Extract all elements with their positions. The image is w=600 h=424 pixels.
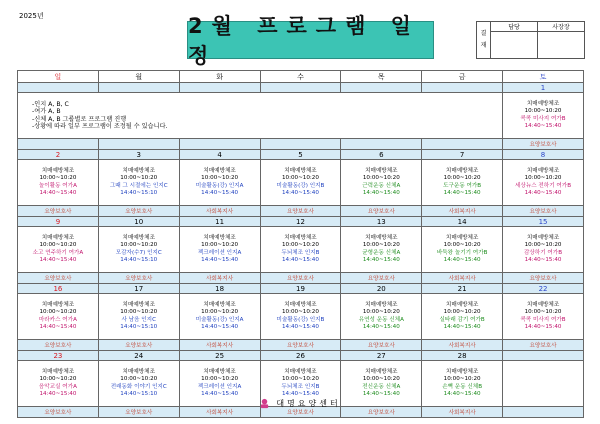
staff-row <box>18 206 584 217</box>
staff-cell: 사회복지사 <box>179 340 260 351</box>
activity-line: 10:00~10:20 <box>201 242 239 248</box>
activity-line: 콕콕 미사지 여가B <box>520 115 566 122</box>
activity-line: 마라카스 여가A <box>38 316 77 323</box>
staff-cell: 요양보호사 <box>18 273 99 284</box>
staff-cell: 사회복지사 <box>422 206 503 217</box>
activity-line: 10:00~10:20 <box>201 175 239 181</box>
activity-line: 14:40~15:10 <box>120 190 158 196</box>
date-cell <box>260 83 341 93</box>
note-line: -여가 A, B <box>32 108 61 115</box>
staff-cell: 요양보호사 <box>18 407 99 418</box>
date-cell: 5 <box>260 150 341 160</box>
activity-line: 14:40~15:40 <box>362 190 400 196</box>
staff-cell: 요양보호사 <box>503 139 584 150</box>
activity-line: 14:40~15:10 <box>120 391 158 397</box>
activity-cell[interactable] <box>503 294 584 340</box>
activity-line: 10:00~10:20 <box>524 242 562 248</box>
staff-cell: 사회복지사 <box>422 340 503 351</box>
staff-cell <box>260 139 341 150</box>
activity-line: 14:40~15:40 <box>201 257 239 263</box>
staff-cell: 요양보호사 <box>341 340 422 351</box>
note-line: -인지 A, B, C <box>32 100 69 108</box>
activity-line: 젝크레이션 인지A <box>197 249 242 256</box>
activity-line: 14:40~15:40 <box>201 324 239 330</box>
activity-line: 10:00~10:20 <box>443 175 481 181</box>
date-row <box>18 284 584 294</box>
activity-line: 10:00~10:20 <box>362 175 400 181</box>
date-cell: 1 <box>503 83 584 93</box>
staff-row <box>18 139 584 150</box>
activity-cell[interactable] <box>98 160 179 206</box>
date-cell: 26 <box>260 351 341 361</box>
activity-line: 14:40~15:40 <box>443 190 481 196</box>
staff-cell <box>341 139 422 150</box>
weekday-wed: 수 <box>260 71 341 83</box>
activity-line: 10:00~10:20 <box>362 242 400 248</box>
activity-line: 치매예방체조 <box>365 368 398 375</box>
activity-line: 세상뉴스 전하기 여가B <box>515 182 572 189</box>
staff-cell: 요양보호사 <box>18 206 99 217</box>
date-cell: 21 <box>422 284 503 294</box>
activity-line: 14:40~15:40 <box>524 257 562 263</box>
activity-line: 14:40~15:10 <box>120 257 158 263</box>
note-line: -상황에 따라 일부 프로그램이 조정될 수 있습니다. <box>32 123 168 130</box>
date-cell: 9 <box>18 217 99 227</box>
activity-line: 치매예방체조 <box>122 234 155 241</box>
activity-line: 10:00~10:20 <box>201 309 239 315</box>
staff-cell: 사회복지사 <box>422 273 503 284</box>
activity-line: 두뇌체조 인지B <box>281 383 320 390</box>
activity-line: 10:00~10:20 <box>120 309 158 315</box>
activity-line: 10:00~10:20 <box>524 309 562 315</box>
date-cell: 8 <box>503 150 584 160</box>
weekday-header <box>18 71 584 83</box>
activity-cell[interactable] <box>422 227 503 273</box>
activity-line: 14:40~15:40 <box>443 257 481 263</box>
activity-line: 치매예방체조 <box>203 368 236 375</box>
activity-line: 10:00~10:20 <box>39 376 77 382</box>
staff-cell: 요양보호사 <box>98 407 179 418</box>
activity-cell[interactable] <box>341 160 422 206</box>
activity-cell[interactable] <box>503 93 584 139</box>
staff-cell <box>98 139 179 150</box>
activity-line: 치매예방체조 <box>203 167 236 174</box>
activity-line: 10:00~10:20 <box>524 108 562 114</box>
center-logo-icon <box>259 398 270 409</box>
activity-cell[interactable] <box>503 160 584 206</box>
activity-line: 10:00~10:20 <box>443 376 481 382</box>
activity-line: 미술활동(강) 인지A <box>195 316 244 323</box>
staff-cell: 사회복지사 <box>179 407 260 418</box>
activity-line: 치매예방체조 <box>526 167 560 174</box>
activity-line: 10:00~10:20 <box>443 242 481 248</box>
activity-line: 10:00~10:20 <box>443 309 481 315</box>
approval-box <box>476 21 585 59</box>
date-cell: 3 <box>98 150 179 160</box>
calendar-table <box>17 70 584 418</box>
weekday-sun: 일 <box>18 71 99 83</box>
staff-cell: 요양보호사 <box>260 407 341 418</box>
approval-col-2: 사장장 <box>538 22 585 32</box>
date-cell: 28 <box>422 351 503 361</box>
staff-cell: 요양보호사 <box>98 273 179 284</box>
activity-line: 14:40~15:40 <box>201 190 239 196</box>
activity-line: 14:40~15:40 <box>281 257 319 263</box>
activity-line: 그때 그 시절에는 인지C <box>109 182 168 189</box>
activity-line: 두뇌체조 인지B <box>281 249 320 256</box>
activity-line: 치매예방체조 <box>203 234 236 241</box>
date-cell: 14 <box>422 217 503 227</box>
note-line: -신체 A, B 그룹별로 프로그램 진행 <box>32 115 127 123</box>
date-cell: 7 <box>422 150 503 160</box>
staff-cell: 요양보호사 <box>503 206 584 217</box>
activity-line: 14:40~15:10 <box>120 324 158 330</box>
approval-sign-2[interactable] <box>538 32 585 59</box>
activity-line: 치매예방체조 <box>41 301 75 308</box>
activity-line: 14:40~15:40 <box>362 391 400 397</box>
date-cell <box>179 83 260 93</box>
weekday-thu: 목 <box>341 71 422 83</box>
date-cell: 17 <box>98 284 179 294</box>
activity-line: 10:00~10:20 <box>281 376 319 382</box>
staff-cell: 요양보호사 <box>260 206 341 217</box>
activity-line: 14:40~15:40 <box>443 324 481 330</box>
activity-line: 14:40~15:40 <box>443 391 481 397</box>
activity-line: 14:40~15:40 <box>39 391 77 397</box>
date-cell: 15 <box>503 217 584 227</box>
date-row <box>18 217 584 227</box>
activity-line: 14:40~15:40 <box>362 324 400 330</box>
activity-cell[interactable] <box>422 160 503 206</box>
activity-line: 10:00~10:20 <box>201 376 239 382</box>
approval-label-1: 결 <box>480 30 487 37</box>
activity-line: 미술활동(강) 인지A <box>195 182 244 189</box>
activity-line: 치매예방체조 <box>526 234 560 241</box>
activity-line: 치매예방체조 <box>41 368 75 375</box>
year-label: 2025년 <box>19 12 44 20</box>
activity-line: 치매예방체조 <box>445 167 479 174</box>
activity-line: 전신운동 신체A <box>362 383 401 390</box>
activity-line: 10:00~10:20 <box>120 376 158 382</box>
activity-cell[interactable] <box>18 227 99 273</box>
activity-cell[interactable] <box>98 227 179 273</box>
activity-line: 10:00~10:20 <box>362 376 400 382</box>
page-title: 2월 프로그램 일정 <box>187 21 434 59</box>
activity-line: 바둑왕 놀기기 여가B <box>436 249 488 256</box>
activity-cell[interactable] <box>98 294 179 340</box>
activity-line: 치매예방체조 <box>445 301 479 308</box>
staff-cell: 요양보호사 <box>503 273 584 284</box>
date-row <box>18 83 584 93</box>
activity-line: 10:00~10:20 <box>281 309 319 315</box>
activity-line: 14:40~15:40 <box>362 257 400 263</box>
activity-cell[interactable] <box>503 227 584 273</box>
activity-line: 치매예방체조 <box>445 234 479 241</box>
staff-cell: 사회복지사 <box>179 206 260 217</box>
activity-line: 10:00~10:20 <box>39 242 77 248</box>
activity-line: 치매예방체조 <box>526 100 560 107</box>
activity-line: 소고 연주하기 여가A <box>32 249 84 256</box>
activity-line: 감상하기 여가B <box>524 249 563 256</box>
activity-line: 치매예방체조 <box>365 301 398 308</box>
activity-line: 14:40~15:40 <box>39 324 77 330</box>
activity-line: 14:40~15:40 <box>39 257 77 263</box>
staff-cell: 요양보호사 <box>503 340 584 351</box>
activity-line: 콕콕 미사지 여가B <box>520 316 566 323</box>
approval-label-2: 재 <box>480 42 487 49</box>
activity-line: 10:00~10:20 <box>524 175 562 181</box>
weekday-tue: 화 <box>179 71 260 83</box>
activity-line: 10:00~10:20 <box>120 242 158 248</box>
staff-cell <box>422 139 503 150</box>
activity-line: 모감자(수7) 인지C <box>115 249 162 256</box>
date-cell: 11 <box>179 217 260 227</box>
activity-line: 10:00~10:20 <box>362 309 400 315</box>
date-cell: 19 <box>260 284 341 294</box>
staff-cell <box>18 139 99 150</box>
date-cell: 2 <box>18 150 99 160</box>
activity-line: 14:40~15:40 <box>201 391 239 397</box>
activity-line: 치매예방체조 <box>284 234 317 241</box>
activity-row <box>18 160 584 206</box>
staff-cell: 요양보호사 <box>260 273 341 284</box>
date-cell: 20 <box>341 284 422 294</box>
date-cell: 4 <box>179 150 260 160</box>
staff-cell: 요양보호사 <box>98 206 179 217</box>
activity-line: 미술활동(강) 인지B <box>276 316 325 323</box>
notes-box <box>18 93 503 139</box>
activity-cell[interactable] <box>179 227 260 273</box>
staff-cell: 요양보호사 <box>18 340 99 351</box>
activity-line: 14:40~15:40 <box>281 391 319 397</box>
staff-row <box>18 273 584 284</box>
activity-row <box>18 294 584 340</box>
staff-cell: 요양보호사 <box>341 407 422 418</box>
activity-line: 손뼉 운동 신체B <box>442 383 483 390</box>
activity-cell[interactable] <box>260 294 341 340</box>
date-cell <box>341 83 422 93</box>
activity-line: 치매예방체조 <box>284 167 317 174</box>
staff-cell: 요양보호사 <box>341 206 422 217</box>
activity-cell[interactable] <box>260 160 341 206</box>
activity-cell[interactable] <box>260 227 341 273</box>
activity-line: 치매예방체조 <box>122 301 155 308</box>
activity-line: 치매예방체조 <box>365 167 398 174</box>
activity-line: 치매예방체조 <box>445 368 479 375</box>
activity-line: 미술활동(강) 인지B <box>276 182 325 189</box>
footer <box>0 398 600 409</box>
activity-line: 14:40~15:40 <box>524 324 562 330</box>
approval-row-label <box>477 22 491 59</box>
staff-cell: 요양보호사 <box>341 273 422 284</box>
date-row <box>18 150 584 160</box>
activity-line: 치매예방체조 <box>122 368 155 375</box>
approval-col-1: 담당 <box>491 22 538 32</box>
activity-line: 치매예방체조 <box>122 167 155 174</box>
staff-cell: 요양보호사 <box>260 340 341 351</box>
date-cell: 18 <box>179 284 260 294</box>
activity-line: 치매예방체조 <box>41 167 75 174</box>
date-cell: 6 <box>341 150 422 160</box>
staff-cell: 사회복지사 <box>422 407 503 418</box>
activity-line: 10:00~10:20 <box>281 175 319 181</box>
date-cell: 24 <box>98 351 179 361</box>
date-cell <box>98 83 179 93</box>
activity-line: 14:40~15:40 <box>39 190 77 196</box>
activity-line: 14:40~15:40 <box>524 123 562 129</box>
activity-line: 사 남음 인지C <box>121 316 156 323</box>
activity-cell[interactable] <box>18 160 99 206</box>
activity-line: 도구운동 여가B <box>443 182 482 189</box>
center-name: 대명요양센터 <box>276 399 341 408</box>
approval-sign-1[interactable] <box>491 32 538 59</box>
staff-cell: 요양보호사 <box>98 340 179 351</box>
weekday-fri: 금 <box>422 71 503 83</box>
activity-row <box>18 93 584 139</box>
date-cell: 12 <box>260 217 341 227</box>
activity-line: 유연성 운동 신체A <box>358 316 404 323</box>
date-cell: 25 <box>179 351 260 361</box>
activity-line: 음악교실 여가A <box>38 383 77 390</box>
activity-line: 치매예방체조 <box>284 301 317 308</box>
activity-line: 치매예방체조 <box>41 234 75 241</box>
staff-cell <box>179 139 260 150</box>
staff-row <box>18 340 584 351</box>
date-cell <box>18 83 99 93</box>
activity-line: 14:40~15:40 <box>524 190 562 196</box>
activity-cell[interactable] <box>341 227 422 273</box>
activity-cell[interactable] <box>179 160 260 206</box>
date-cell: 22 <box>503 284 584 294</box>
activity-line: 근력운동 신체A <box>362 182 401 189</box>
activity-line: 치매예방체조 <box>284 368 317 375</box>
activity-line: 전래동화 이야기 인지C <box>110 383 167 390</box>
activity-line: 실타래 감기 여가B <box>439 316 485 323</box>
date-cell: 27 <box>341 351 422 361</box>
staff-cell: 사회복지사 <box>179 273 260 284</box>
activity-cell[interactable] <box>179 294 260 340</box>
date-row <box>18 351 584 361</box>
date-cell: 16 <box>18 284 99 294</box>
activity-line: 10:00~10:20 <box>120 175 158 181</box>
activity-line: 균형운동 신체A <box>362 249 401 256</box>
weekday-mon: 월 <box>98 71 179 83</box>
activity-line: 놀이활동 여가A <box>38 182 77 189</box>
activity-cell[interactable] <box>422 294 503 340</box>
activity-line: 10:00~10:20 <box>39 175 77 181</box>
date-cell <box>422 83 503 93</box>
activity-line: 치매예방체조 <box>365 234 398 241</box>
activity-cell[interactable] <box>18 294 99 340</box>
activity-line: 10:00~10:20 <box>39 309 77 315</box>
date-cell: 10 <box>98 217 179 227</box>
weekday-sat: 토 <box>503 71 584 83</box>
activity-line: 치매예방체조 <box>526 301 560 308</box>
activity-line: 14:40~15:40 <box>281 324 319 330</box>
activity-row <box>18 227 584 273</box>
activity-cell[interactable] <box>341 294 422 340</box>
date-cell: 13 <box>341 217 422 227</box>
date-cell: 23 <box>18 351 99 361</box>
date-cell <box>503 351 584 361</box>
activity-line: 14:40~15:40 <box>281 190 319 196</box>
activity-line: 치매예방체조 <box>203 301 236 308</box>
activity-line: 10:00~10:20 <box>281 242 319 248</box>
activity-line: 젝크레이션 인지A <box>197 383 242 390</box>
